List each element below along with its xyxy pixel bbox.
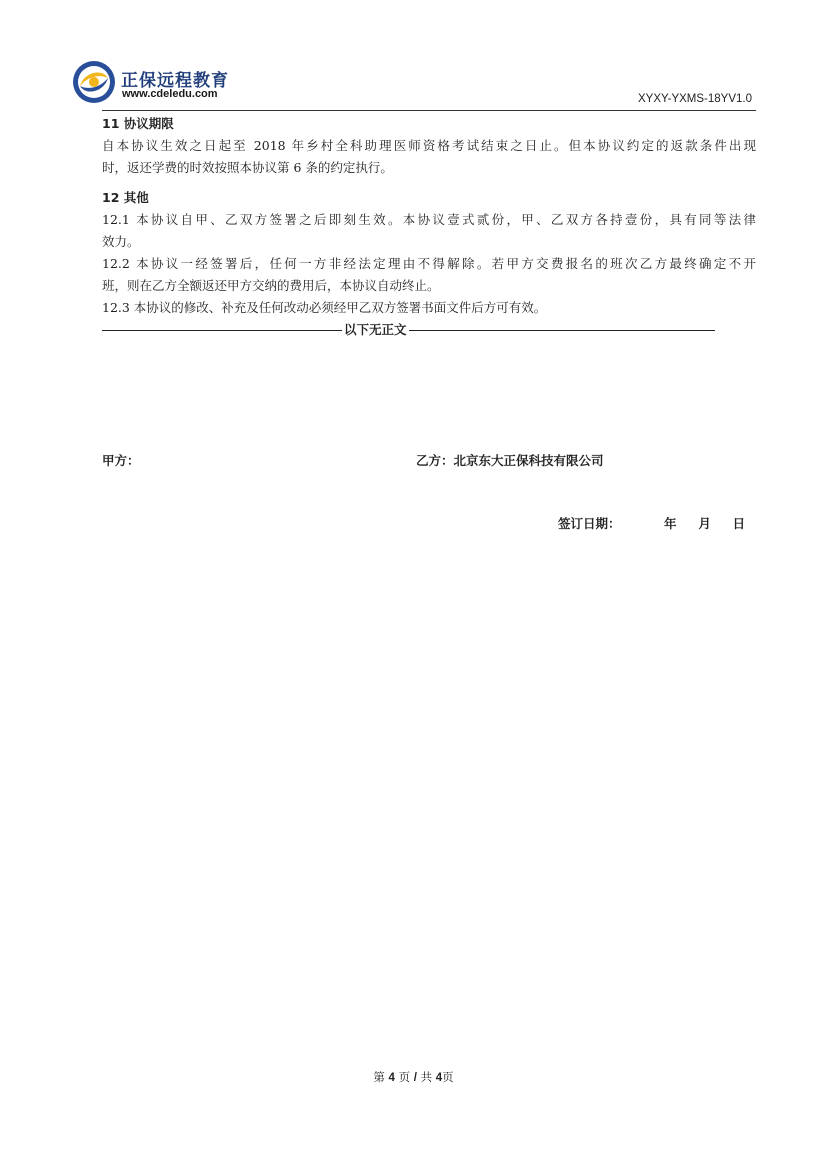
footer-text: 第 bbox=[373, 1070, 385, 1084]
date-year: 年 bbox=[664, 516, 677, 531]
paragraph-line: 12.3 本协议的修改、补充及任何改动必须经甲乙双方签署书面文件后方可有效。 bbox=[102, 300, 547, 315]
section-heading-other: 12 其他 bbox=[102, 190, 149, 205]
footer-separator: / bbox=[413, 1072, 417, 1084]
divider-line-right bbox=[409, 330, 715, 331]
page-header bbox=[0, 0, 827, 115]
brand-url: www.cdeledu.com bbox=[122, 88, 218, 100]
footer-text: 页 bbox=[398, 1070, 411, 1084]
total-page-number: 4 bbox=[435, 1072, 443, 1084]
brand-name: 正保远程教育 bbox=[121, 71, 229, 91]
party-a-label: 甲方： bbox=[102, 453, 140, 468]
agreement-body bbox=[102, 113, 756, 341]
paragraph-line: 班，则在乙方全额返还甲方交纳的费用后，本协议自动终止。 bbox=[102, 278, 440, 293]
footer-text: 共 bbox=[420, 1070, 433, 1084]
end-of-text-label: 以下无正文 bbox=[344, 322, 407, 337]
document-code: XYXY-YXMS-18YV1.0 bbox=[638, 93, 752, 105]
paragraph-line: 时，返还学费的时效按照本协议第 6 条的约定执行。 bbox=[102, 160, 393, 175]
current-page-number: 4 bbox=[388, 1072, 395, 1084]
date-month: 月 bbox=[698, 516, 711, 531]
end-of-text-divider bbox=[102, 319, 756, 341]
footer-text: 页 bbox=[442, 1070, 454, 1084]
zhengbao-logo-icon bbox=[72, 60, 116, 104]
header-divider bbox=[102, 110, 756, 111]
paragraph-line: 自本协议生效之日起至 2018 年乡村全科助理医师资格考试结束之日止。但本协议约定的返款条件出现 bbox=[102, 138, 756, 153]
party-b-label: 乙方：北京东大正保科技有限公司 bbox=[416, 453, 604, 468]
date-day: 日 bbox=[732, 516, 746, 531]
section-heading-term: 11 协议期限 bbox=[102, 116, 174, 131]
paragraph-line: 12.1 本协议自甲、乙双方签署之后即刻生效。本协议壹式贰份，甲、乙双方各持壹份，具有同等法律 bbox=[102, 212, 756, 227]
paragraph-line: 效力。 bbox=[102, 234, 140, 249]
page-footer bbox=[0, 1069, 827, 1085]
signing-date-label: 签订日期： bbox=[558, 516, 621, 531]
signing-date bbox=[558, 514, 745, 532]
paragraph-line: 12.2 本协议一经签署后，任何一方非经法定理由不得解除。若甲方交费报名的班次乙方最终确定不开 bbox=[102, 256, 756, 271]
divider-line-left bbox=[102, 330, 342, 331]
